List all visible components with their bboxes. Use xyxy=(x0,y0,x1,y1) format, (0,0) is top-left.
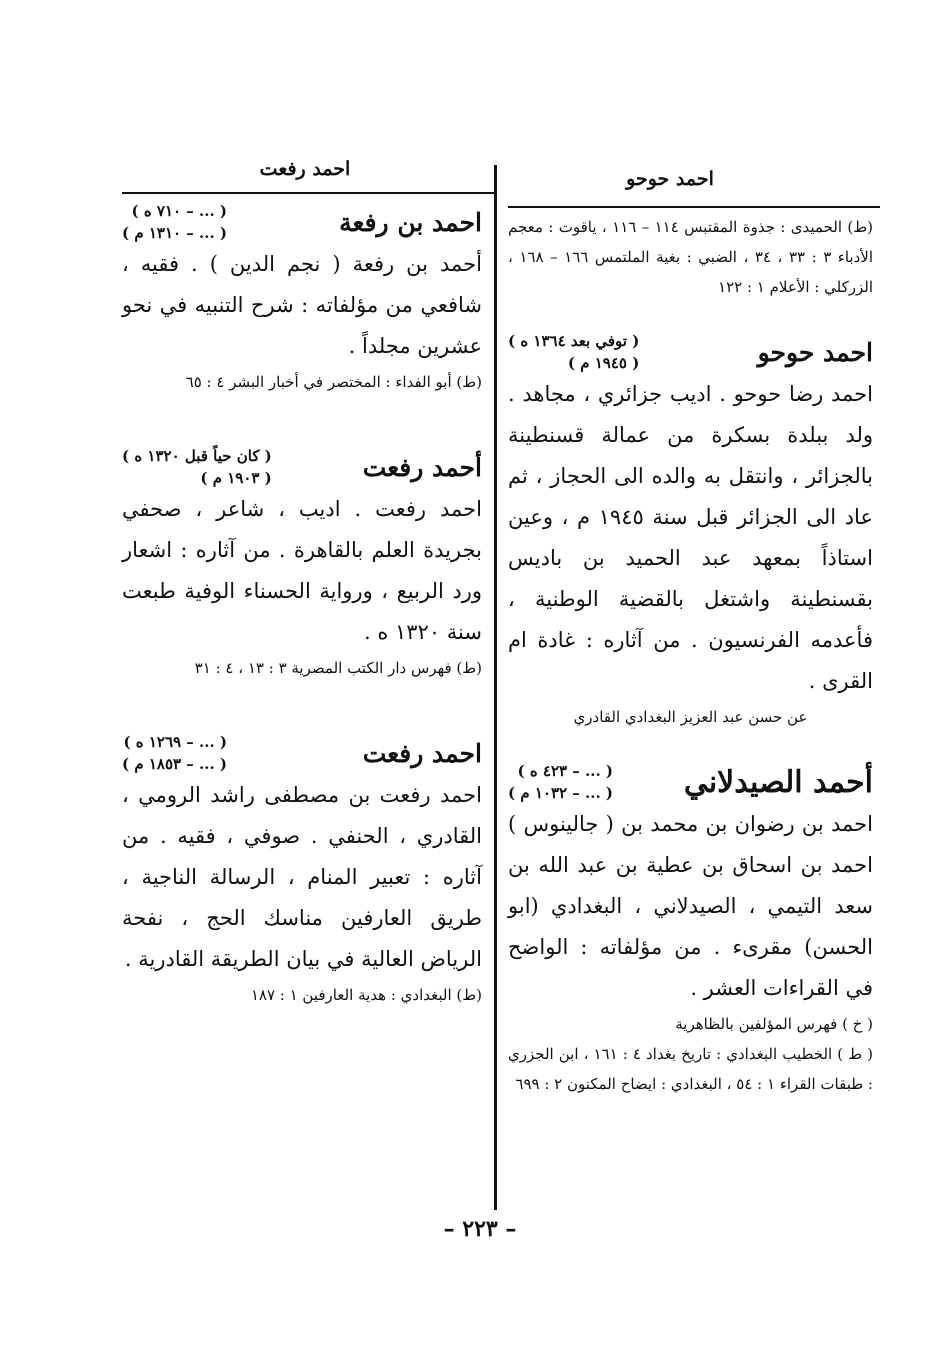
entry-heading xyxy=(508,330,873,374)
date-hijri: ( ... – ٧١٠ ه ) xyxy=(131,202,228,220)
left-column xyxy=(122,200,482,1010)
entry-heading xyxy=(122,445,482,489)
entry-name: أحمد الصيدلاني xyxy=(683,764,873,800)
entry-body: احمد رفعت . اديب ، شاعر ، صحفي بجريدة العلم بالقاهرة . من آثاره : اشعار ورد الربيع ، ورواية الحسناء الوفية طبعت سنة ١٣٢٠ ه . xyxy=(122,497,482,644)
entry-heading xyxy=(508,760,873,804)
date-hijri: ( ... – ١٢٦٩ ه ) xyxy=(123,733,228,751)
entry-dates xyxy=(508,760,613,804)
entry-name: احمد حوحو xyxy=(757,337,873,367)
entry-name: احمد بن رفعة xyxy=(339,207,482,237)
running-header-right: احمد حوحو xyxy=(626,168,714,190)
header-rule-left xyxy=(122,192,497,194)
continued-references: (ط) الحميدى : جذوة المقتبس ١١٤ – ١١٦ ، ياقوت : معجم الأدباء ٣ : ٣٣ ، ٣٤ ، الضبي : بغية الملتمس ١٦٦ – ١٦٨ ، الزركلي : الأعلام ١ : ١٢٢ xyxy=(508,218,874,296)
reference-line: ( ط ) الخطيب البغدادي : تاريخ بغداد ٤ : ١٦١ ، ابن الجزري : طبقات القراء ١ : ٥٤ ، البغدادي : ايضاح المكنون ٢ : ٦٩٩ xyxy=(508,1045,873,1093)
date-hijri: ( كان حياً قبل ١٣٢٠ ه ) xyxy=(122,447,272,465)
entry-body: احمد رضا حوحو . اديب جزائري ، مجاهد . ولد ببلدة بسكرة من عمالة قسنطينة بالجزائر ، وانتقل به والده الى الحجاز ، ثم عاد الى الجزائر قبل سنة ١٩٤٥ م ، وعين استاذاً بمعهد عبد الحميد بن باديس بقسنطينة واشتغل بالقضية الوطنية ، فأعدمه الفرنسيون . من آثاره : غادة ام القرى . xyxy=(508,382,873,693)
date-hijri: ( ... – ٤٢٣ ه ) xyxy=(517,762,614,780)
entry-heading xyxy=(122,731,482,775)
entry-body: احمد رفعت بن مصطفى راشد الرومي ، القادري ، الحنفي . صوفي ، فقيه . من آثاره : تعبير المنام ، الرسالة الناجية ، طريق العارفين مناسك الحج ، نفحة الرياض العالية في بيان الطريقة القادرية . xyxy=(122,783,482,971)
entry-heading xyxy=(122,200,482,244)
reference-line: (ط) فهرس دار الكتب المصرية ٣ : ١٣ ، ٤ : ٣١ xyxy=(194,659,482,677)
column-divider xyxy=(494,165,497,1210)
entry-name: احمد رفعت xyxy=(362,738,482,768)
reference-line: ( خ ) فهرس المؤلفين بالظاهرية xyxy=(675,1015,873,1033)
entry-body: احمد بن رضوان بن محمد بن ( جالينوس ) احمد بن اسحاق بن عطية بن عبد الله بن سعد التيمي ، الصيدلاني ، البغدادي (ابو الحسن) مقرىء . من مؤلفاته : الواضح في القراءات العشر . xyxy=(508,812,873,1000)
running-header-left: احمد رفعت xyxy=(259,158,351,180)
entry-name: أحمد رفعت xyxy=(362,452,482,482)
entry-dates xyxy=(122,731,227,775)
date-gregorian: ( ١٩٤٥ م ) xyxy=(567,354,640,372)
page-number: – ٢٢٣ – xyxy=(443,1216,517,1242)
header-rule-right xyxy=(508,206,880,208)
entry-dates xyxy=(122,200,227,244)
right-column xyxy=(508,212,873,1099)
entry-body: أحمد بن رفعة ( نجم الدين ) . فقيه ، شافعي من مؤلفاته : شرح التنبيه في نحو عشرين مجلداً . xyxy=(122,252,482,358)
entry-dates xyxy=(122,445,272,489)
reference-line: (ط) البغدادي : هدية العارفين ١ : ١٨٧ xyxy=(250,986,482,1004)
reference-line: (ط) أبو الفداء : المختصر في أخبار البشر ٤ : ٦٥ xyxy=(185,373,482,391)
date-gregorian: ( ١٩٠٣ م ) xyxy=(200,469,272,487)
date-gregorian: ( ... – ١٨٥٣ م ) xyxy=(122,755,228,773)
source-note: عن حسن عبد العزيز البغدادي القادري xyxy=(573,708,808,726)
date-gregorian: ( ... – ١٣١٠ م ) xyxy=(122,224,228,242)
entry-dates xyxy=(508,330,639,374)
date-hijri: ( توفي بعد ١٣٦٤ ه ) xyxy=(508,332,640,350)
date-gregorian: ( ... – ١٠٣٢ م ) xyxy=(508,784,614,802)
